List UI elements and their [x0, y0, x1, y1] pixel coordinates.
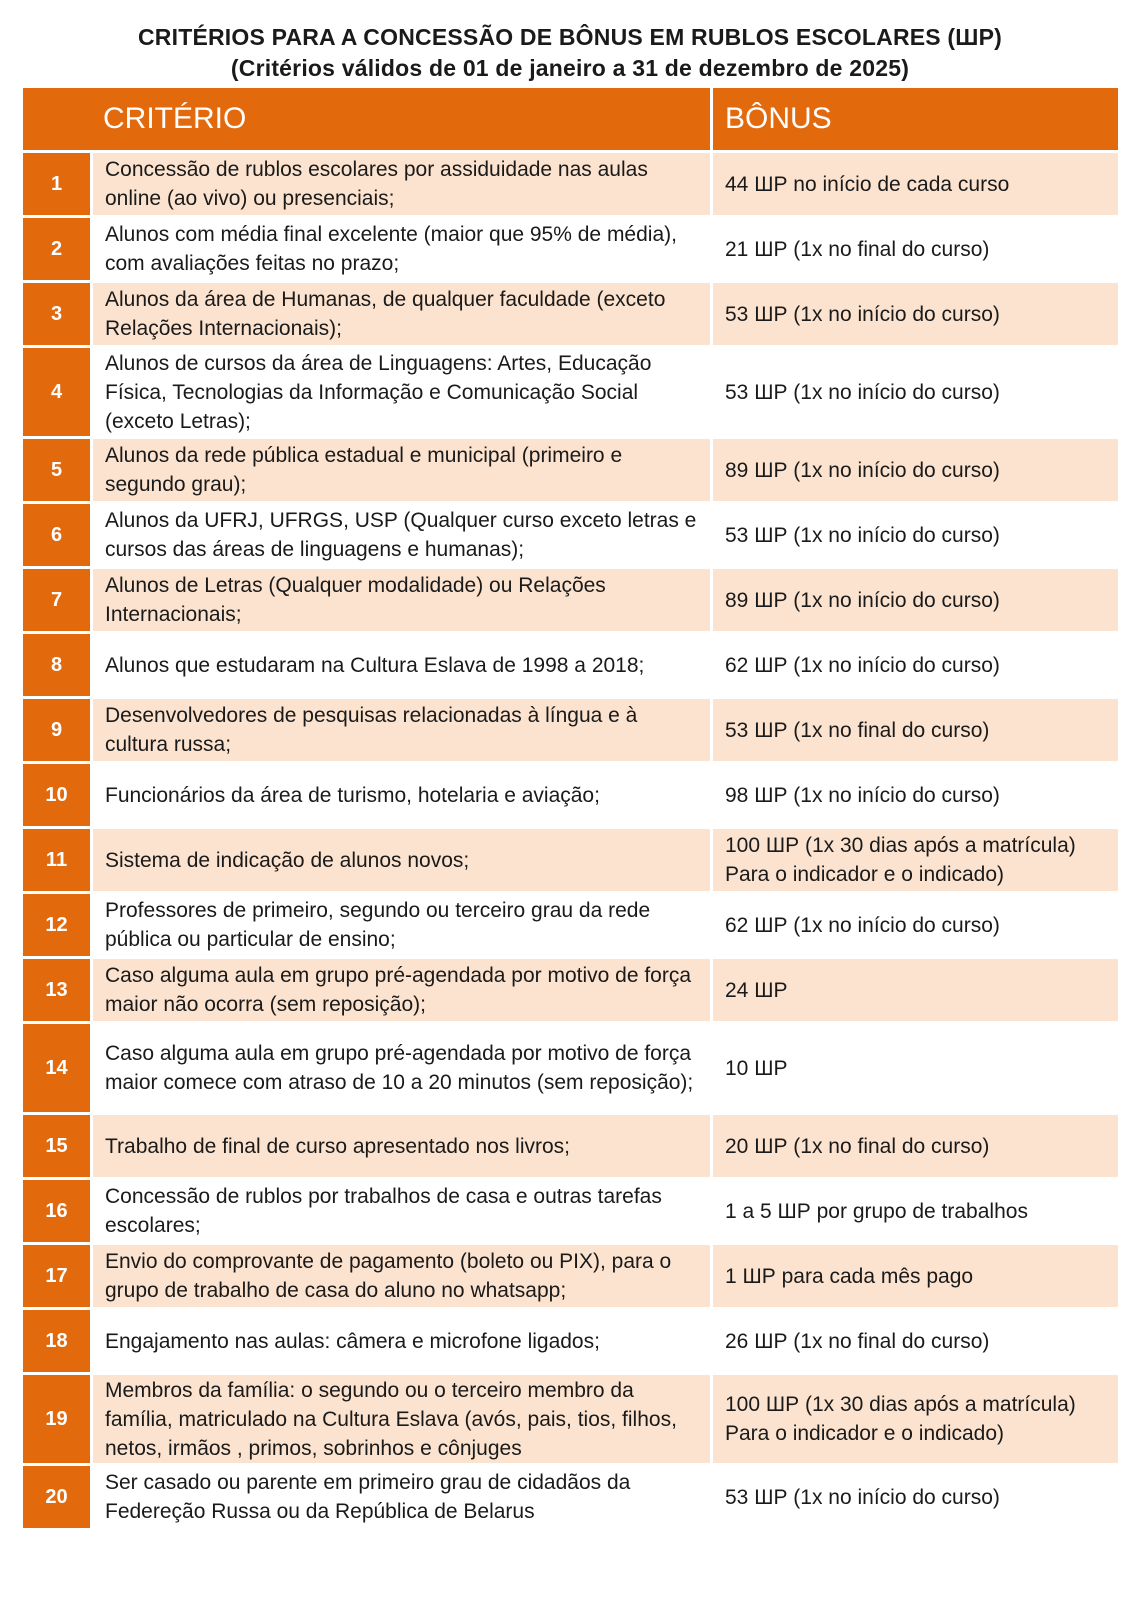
table-row — [23, 569, 1118, 634]
row-number: 3 — [23, 283, 93, 348]
table-row — [23, 634, 1118, 699]
row-criterion: Membros da família: o segundo ou o terceiro membro da família, matriculado na Cultura Eslava (avós, pais, tios, filhos, netos, irmãos , primos, sobrinhos e cônjuges — [93, 1375, 713, 1466]
row-bonus: 89 ШР (1x no início do curso) — [713, 439, 1118, 504]
row-bonus: 62 ШР (1x no início do curso) — [713, 894, 1118, 959]
row-criterion: Professores de primeiro, segundo ou terceiro grau da rede pública ou particular de ensino; — [93, 894, 713, 959]
row-criterion: Concessão de rublos escolares por assiduidade nas aulas online (ao vivo) ou presenciais; — [93, 153, 713, 218]
table-row — [23, 1310, 1118, 1375]
row-number: 2 — [23, 218, 93, 283]
table-row — [23, 153, 1118, 218]
row-bonus: 21 ШР (1x no final do curso) — [713, 218, 1118, 283]
row-bonus: 26 ШР (1x no final do curso) — [713, 1310, 1118, 1375]
bonus-criteria-table — [23, 88, 1118, 1531]
row-bonus: 53 ШР (1x no início do curso) — [713, 348, 1118, 439]
row-criterion: Alunos da UFRJ, UFRGS, USP (Qualquer curso exceto letras e cursos das áreas de linguagens e humanas); — [93, 504, 713, 569]
row-bonus: 53 ШР (1x no início do curso) — [713, 283, 1118, 348]
row-criterion: Alunos da rede pública estadual e municipal (primeiro e segundo grau); — [93, 439, 713, 504]
row-number: 4 — [23, 348, 93, 439]
row-number: 11 — [23, 829, 93, 894]
table-row — [23, 699, 1118, 764]
table-row — [23, 504, 1118, 569]
row-number: 19 — [23, 1375, 93, 1466]
row-bonus: 53 ШР (1x no final do curso) — [713, 699, 1118, 764]
table-row — [23, 348, 1118, 439]
title-line-1: CRITÉRIOS PARA A CONCESSÃO DE BÔNUS EM RUBLOS ESCOLARES (ШР) — [137, 24, 1003, 50]
row-bonus: 62 ШР (1x no início do curso) — [713, 634, 1118, 699]
row-number: 13 — [23, 959, 93, 1024]
row-criterion: Alunos de Letras (Qualquer modalidade) ou Relações Internacionais; — [93, 569, 713, 634]
table-row — [23, 218, 1118, 283]
row-number: 15 — [23, 1115, 93, 1180]
title-line-2: (Critérios válidos de 01 de janeiro a 31 de dezembro de 2025) — [230, 55, 910, 81]
row-bonus: 20 ШР (1x no final do curso) — [713, 1115, 1118, 1180]
row-bonus: 89 ШР (1x no início do curso) — [713, 569, 1118, 634]
table-row — [23, 1466, 1118, 1531]
table-row — [23, 894, 1118, 959]
row-criterion: Alunos de cursos da área de Linguagens: Artes, Educação Física, Tecnologias da Informação e Comunicação Social (exceto Letras); — [93, 348, 713, 439]
row-bonus: 100 ШР (1x 30 dias após a matrícula) Para o indicador e o indicado) — [713, 1375, 1118, 1466]
row-criterion: Caso alguma aula em grupo pré-agendada por motivo de força maior não ocorra (sem reposição); — [93, 959, 713, 1024]
row-bonus: 100 ШР (1x 30 dias após a matrícula) Para o indicador e o indicado) — [713, 829, 1118, 894]
row-criterion: Funcionários da área de turismo, hotelaria e aviação; — [93, 764, 713, 829]
row-criterion: Desenvolvedores de pesquisas relacionadas à língua e à cultura russa; — [93, 699, 713, 764]
table-row — [23, 1245, 1118, 1310]
row-criterion: Caso alguma aula em grupo pré-agendada por motivo de força maior comece com atraso de 10 a 20 minutos (sem reposição); — [93, 1024, 713, 1115]
page-title — [0, 22, 1140, 84]
row-bonus: 1 ШР para cada mês pago — [713, 1245, 1118, 1310]
row-number: 12 — [23, 894, 93, 959]
row-criterion: Engajamento nas aulas: câmera e microfone ligados; — [93, 1310, 713, 1375]
row-number: 6 — [23, 504, 93, 569]
header-number — [23, 88, 93, 153]
row-bonus: 1 a 5 ШР por grupo de trabalhos — [713, 1180, 1118, 1245]
row-criterion: Envio do comprovante de pagamento (boleto ou PIX), para o grupo de trabalho de casa do aluno no whatsapp; — [93, 1245, 713, 1310]
table-row — [23, 439, 1118, 504]
row-number: 5 — [23, 439, 93, 504]
table-row — [23, 283, 1118, 348]
row-number: 9 — [23, 699, 93, 764]
table-row — [23, 1180, 1118, 1245]
row-number: 14 — [23, 1024, 93, 1115]
table-header-row — [23, 88, 1118, 153]
header-bonus: BÔNUS — [713, 88, 1118, 153]
row-bonus: 44 ШР no início de cada curso — [713, 153, 1118, 218]
row-criterion: Ser casado ou parente em primeiro grau de cidadãos da Federeção Russa ou da República de Belarus — [93, 1466, 713, 1531]
row-bonus: 24 ШР — [713, 959, 1118, 1024]
row-criterion: Alunos que estudaram na Cultura Eslava de 1998 a 2018; — [93, 634, 713, 699]
row-number: 1 — [23, 153, 93, 218]
row-criterion: Concessão de rublos por trabalhos de casa e outras tarefas escolares; — [93, 1180, 713, 1245]
row-number: 10 — [23, 764, 93, 829]
table-row — [23, 764, 1118, 829]
row-criterion: Alunos da área de Humanas, de qualquer faculdade (exceto Relações Internacionais); — [93, 283, 713, 348]
row-bonus: 10 ШР — [713, 1024, 1118, 1115]
row-criterion: Alunos com média final excelente (maior que 95% de média), com avaliações feitas no prazo; — [93, 218, 713, 283]
row-criterion: Trabalho de final de curso apresentado nos livros; — [93, 1115, 713, 1180]
row-criterion: Sistema de indicação de alunos novos; — [93, 829, 713, 894]
row-number: 18 — [23, 1310, 93, 1375]
table-row — [23, 959, 1118, 1024]
row-number: 20 — [23, 1466, 93, 1531]
row-number: 17 — [23, 1245, 93, 1310]
table-row — [23, 1024, 1118, 1115]
table-row — [23, 1115, 1118, 1180]
table-row — [23, 1375, 1118, 1466]
header-criterion: CRITÉRIO — [93, 88, 713, 153]
row-bonus: 53 ШР (1x no início do curso) — [713, 504, 1118, 569]
row-bonus: 53 ШР (1x no início do curso) — [713, 1466, 1118, 1531]
row-number: 16 — [23, 1180, 93, 1245]
table-row — [23, 829, 1118, 894]
row-number: 7 — [23, 569, 93, 634]
row-bonus: 98 ШР (1x no início do curso) — [713, 764, 1118, 829]
row-number: 8 — [23, 634, 93, 699]
